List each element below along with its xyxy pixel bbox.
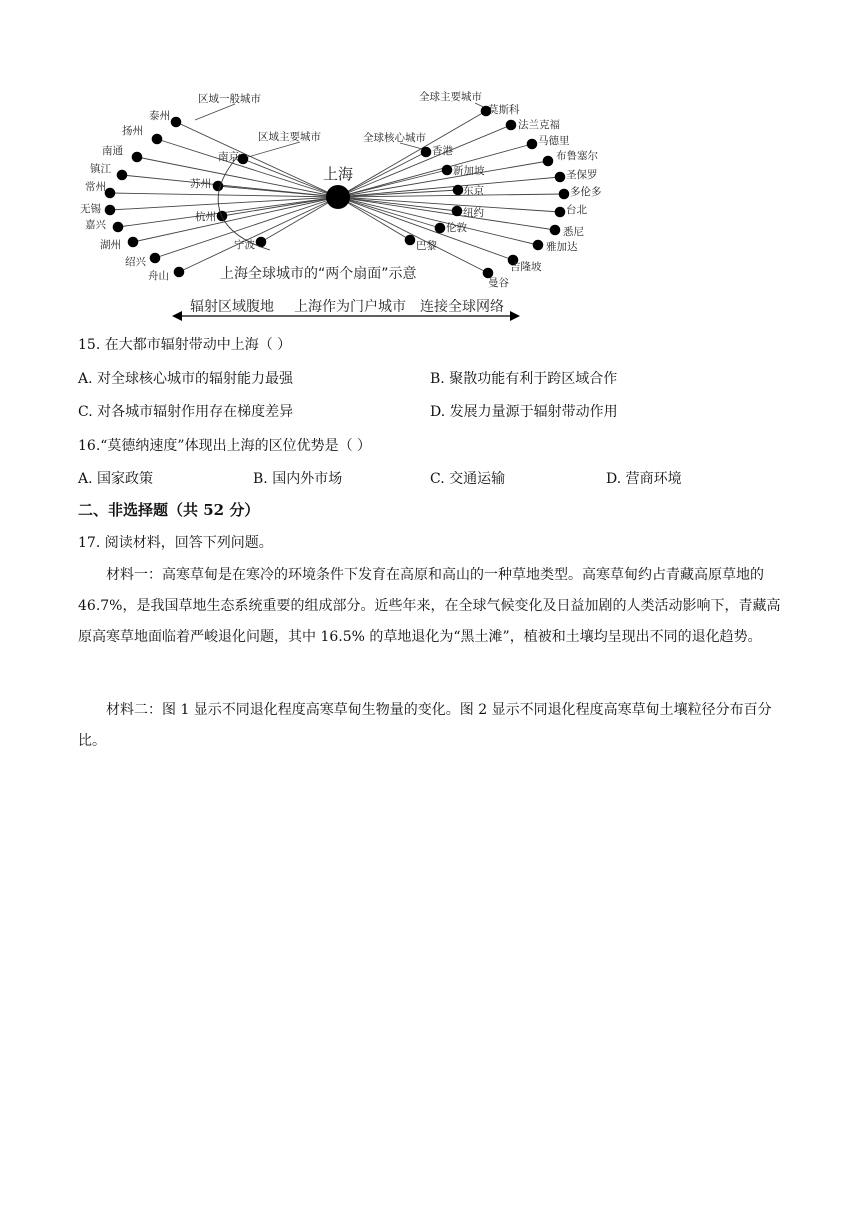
global-major-city-dot — [559, 189, 570, 200]
region-general-city-label: 镇江 — [90, 163, 111, 175]
global-major-city-dot — [533, 240, 544, 251]
global-major-city-label: 马德里 — [538, 135, 570, 147]
global-major-city-dot — [555, 207, 566, 218]
global-core-city-dot — [405, 235, 416, 246]
q17-stem: 17. 阅读材料，回答下列问题。 — [78, 535, 273, 551]
global-core-city-dot — [421, 147, 432, 158]
region-general-city-dot — [113, 222, 124, 233]
label-region-general: 区域一般城市 — [198, 93, 261, 105]
global-major-city-label: 布鲁塞尔 — [556, 150, 598, 162]
global-major-city-label: 莫斯科 — [488, 104, 520, 116]
region-general-city-label: 湖州 — [100, 239, 121, 251]
global-major-city-dot — [555, 172, 566, 183]
region-general-city-dot — [117, 170, 128, 181]
global-core-city-label: 巴黎 — [416, 240, 437, 252]
region-general-city-label: 南通 — [102, 145, 123, 157]
region-general-city-label: 嘉兴 — [85, 219, 106, 231]
region-major-city-label: 苏州 — [190, 178, 211, 190]
arrow-label-right: 连接全球网络 — [420, 299, 504, 315]
global-major-city-label: 吉隆坡 — [510, 261, 542, 273]
region-general-city-dot — [150, 253, 161, 264]
diagram-caption: 上海全球城市的“两个扇面”示意 — [220, 266, 417, 282]
shanghai-hub — [326, 185, 350, 209]
global-major-city-dot — [543, 156, 554, 167]
global-major-city-label: 圣保罗 — [566, 169, 598, 181]
global-core-city-label: 纽约 — [463, 207, 484, 219]
two-fan-diagram — [70, 82, 602, 326]
q15-option-d: D. 发展力量源于辐射带动作用 — [430, 404, 618, 420]
label-region-major: 区域主要城市 — [258, 131, 321, 143]
region-general-city-dot — [128, 237, 139, 248]
global-major-city-label: 台北 — [566, 204, 587, 216]
region-major-city-label: 南京 — [218, 151, 239, 163]
region-major-city-label: 宁波 — [234, 239, 255, 251]
global-major-city-dot — [506, 120, 517, 131]
global-core-city-dot — [452, 206, 463, 217]
region-major-city-label: 杭州 — [195, 211, 216, 223]
region-general-city-label: 扬州 — [122, 125, 143, 137]
q16-option-b: B. 国内外市场 — [253, 471, 343, 487]
global-core-city-dot — [442, 165, 453, 176]
q16-option-d: D. 营商环境 — [606, 471, 682, 487]
label-global-major: 全球主要城市 — [419, 91, 482, 103]
region-general-city-dot — [132, 152, 143, 163]
global-major-city-label: 多伦多 — [570, 186, 602, 198]
global-major-city-label: 法兰克福 — [518, 119, 560, 131]
region-general-city-label: 舟山 — [148, 270, 169, 282]
region-general-city-dot — [152, 134, 163, 145]
global-major-city-label: 雅加达 — [546, 241, 578, 253]
global-major-city-label: 曼谷 — [488, 277, 509, 289]
q15-option-b: B. 聚散功能有利于跨区域合作 — [430, 371, 618, 387]
region-general-city-dot — [105, 205, 116, 216]
global-core-city-dot — [435, 223, 446, 234]
region-general-city-dot — [105, 188, 116, 199]
q16-option-a: A. 国家政策 — [78, 471, 154, 487]
material-2 — [78, 695, 784, 757]
global-core-city-label: 香港 — [432, 145, 453, 157]
q15-option-c: C. 对各城市辐射作用存在梯度差异 — [78, 404, 294, 420]
region-general-city-label: 常州 — [85, 181, 106, 193]
label-global-core: 全球核心城市 — [363, 132, 426, 144]
global-core-city-label: 新加坡 — [453, 165, 485, 177]
global-core-city-label: 伦敦 — [446, 222, 467, 234]
material-2-text: 材料二：图 1 显示不同退化程度高寒草甸生物量的变化。图 2 显示不同退化程度高寒草甸土壤粒径分布百分比。 — [78, 702, 772, 749]
q15-stem: 15. 在大都市辐射带动中上海（ ） — [78, 337, 292, 353]
region-general-city-dot — [174, 267, 185, 278]
global-core-city-dot — [453, 185, 464, 196]
region-general-city-label: 泰州 — [149, 110, 170, 122]
region-general-city-dot — [171, 117, 182, 128]
global-major-city-label: 悉尼 — [563, 226, 584, 238]
q16-stem: 16.“莫德纳速度”体现出上海的区位优势是（ ） — [78, 438, 372, 454]
global-core-city-label: 东京 — [463, 185, 484, 197]
q16-option-c: C. 交通运输 — [430, 471, 506, 487]
center-label: 上海 — [323, 165, 354, 183]
arrow-label-mid: 上海作为门户城市 — [294, 299, 406, 315]
global-major-city-dot — [527, 139, 538, 150]
region-general-city-label: 绍兴 — [125, 256, 146, 268]
q15-option-a: A. 对全球核心城市的辐射能力最强 — [78, 371, 294, 387]
material-1-text: 材料一：高寒草甸是在寒冷的环境条件下发育在高原和高山的一种草地类型。高寒草甸约占青藏高原草地的 46.7%，是我国草地生态系统重要的组成部分。近些年来，在全球气候变化及日益加剧的人类活动影响下，青藏高原高寒草地面临着严峻退化问题，其中 16.5% 的草地退化为“黑土滩”，植被和土壤均呈现出不同的退化趋势。 — [78, 567, 781, 645]
global-major-city-dot — [550, 225, 561, 236]
material-1 — [78, 560, 784, 653]
section-2-heading: 二、非选择题（共 52 分） — [78, 501, 260, 519]
region-general-city-label: 无锡 — [80, 203, 101, 215]
arrow-label-left: 辐射区域腹地 — [190, 299, 274, 315]
